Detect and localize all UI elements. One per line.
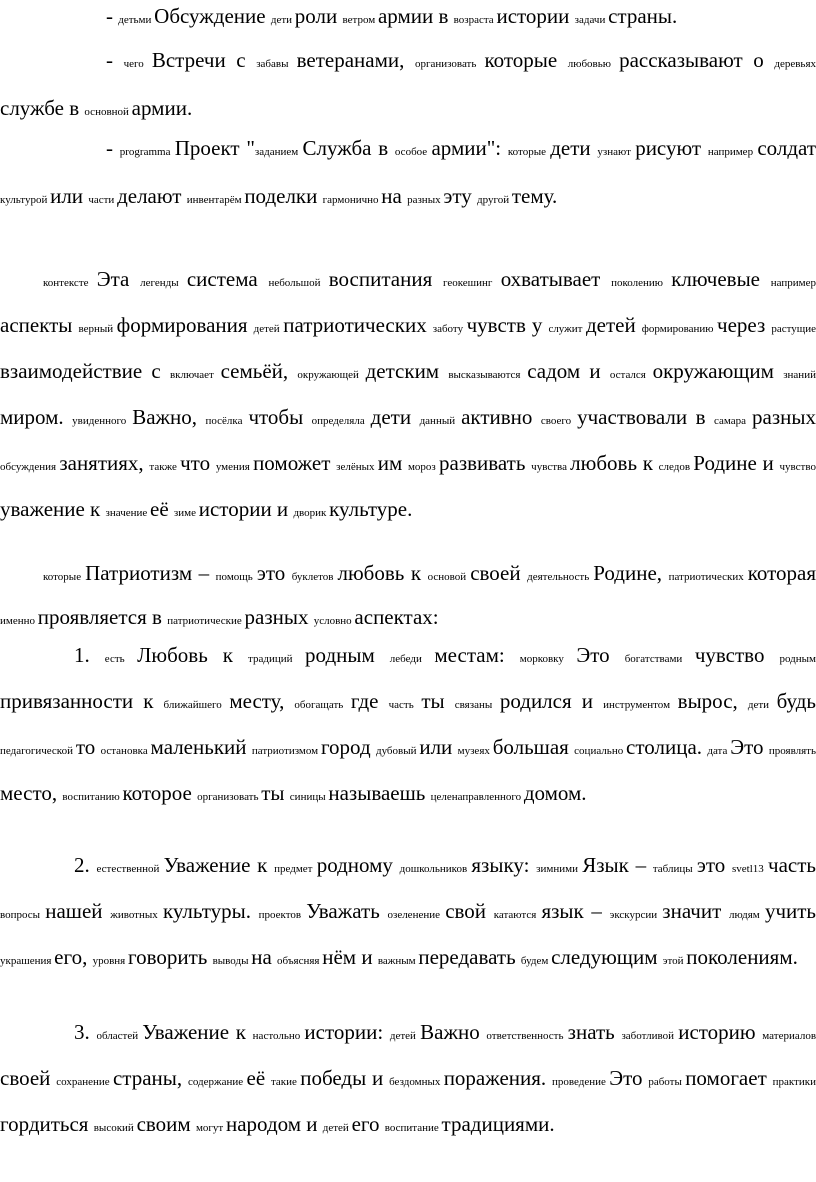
inserted-small-word: работы: [648, 1076, 686, 1088]
text-run: взаимодействие с: [0, 359, 170, 383]
inserted-small-word: мороз: [407, 461, 439, 473]
paragraph-respect-for-history: [0, 1011, 816, 1149]
inserted-small-word: геокешинг: [442, 277, 501, 289]
inserted-small-word: высокий: [93, 1122, 137, 1134]
inserted-small-word: экскурсии: [609, 909, 663, 921]
text-run: следующим: [551, 945, 663, 969]
text-run: проявляется в: [37, 605, 168, 629]
inserted-small-word: заботу: [432, 323, 467, 335]
text-run: занятиях,: [59, 451, 150, 475]
inserted-small-word: окружающей: [297, 369, 366, 381]
text-run: большая: [492, 735, 575, 759]
inserted-small-word: синицы: [289, 791, 329, 803]
text-run: уважение к: [0, 497, 106, 521]
text-run: его,: [54, 945, 93, 969]
inserted-small-word: естественной: [96, 863, 164, 875]
inserted-small-word: включает: [169, 369, 221, 381]
inserted-small-word: катаются: [493, 909, 542, 921]
text-run: будь: [776, 689, 816, 713]
text-run: 1.: [74, 643, 105, 667]
inserted-small-word: которые: [43, 571, 86, 583]
text-run: местам:: [434, 643, 520, 667]
inserted-small-word: контексте: [43, 277, 97, 289]
inserted-small-word: programma: [119, 146, 175, 158]
text-run: охватывает: [500, 267, 612, 291]
inserted-small-word: также: [149, 461, 181, 473]
inserted-small-word: ветром: [342, 14, 378, 26]
inserted-small-word: например: [707, 146, 758, 158]
text-run: своим: [136, 1112, 196, 1136]
text-run: -: [106, 136, 120, 160]
text-run: чтобы: [248, 405, 312, 429]
inserted-small-word: озеленение: [387, 909, 446, 921]
inserted-small-word: детей: [389, 1030, 421, 1042]
inserted-small-word: важным: [377, 955, 419, 967]
text-run: Это: [730, 735, 769, 759]
inserted-small-word: богатствами: [624, 653, 695, 665]
text-run: её: [246, 1066, 271, 1090]
inserted-small-word: следов: [658, 461, 694, 473]
inserted-small-word: проведение: [552, 1076, 610, 1088]
text-run: которая: [747, 561, 816, 585]
text-run: ты: [261, 781, 290, 805]
inserted-small-word: материалов: [762, 1030, 816, 1042]
text-run: -: [106, 48, 124, 72]
text-run: патриотических: [283, 313, 433, 337]
inserted-small-word: могут: [195, 1122, 226, 1134]
inserted-small-word: основной: [84, 106, 132, 118]
text-run: аспекты: [0, 313, 79, 337]
inserted-small-word: социально: [574, 745, 627, 757]
text-run: службе в: [0, 96, 85, 120]
text-run: языку:: [471, 853, 537, 877]
text-run: на: [251, 945, 278, 969]
text-run: столица.: [626, 735, 708, 759]
text-run: делают: [117, 184, 187, 208]
text-run: разных: [752, 405, 816, 429]
text-run: -: [106, 4, 119, 28]
text-run: детским: [365, 359, 449, 383]
inserted-small-word: педагогической: [0, 745, 76, 757]
text-run: поделки: [244, 184, 323, 208]
inserted-small-word: любовью: [567, 58, 620, 70]
text-run: победы и: [300, 1066, 390, 1090]
text-run: им: [377, 451, 408, 475]
text-run: знать: [567, 1020, 622, 1044]
inserted-small-word: ближайшего: [163, 699, 230, 711]
text-run: чувств у: [466, 313, 549, 337]
inserted-small-word: небольшой: [268, 277, 329, 289]
text-run: или: [50, 184, 89, 208]
inserted-small-word: часть: [388, 699, 422, 711]
inserted-small-word: svetl13: [732, 863, 769, 875]
text-run: 2.: [74, 853, 97, 877]
text-run: рассказывают о: [619, 48, 775, 72]
inserted-small-word: дворик: [293, 507, 330, 519]
text-run: аспектах:: [354, 605, 439, 629]
text-run: дети: [370, 405, 420, 429]
inserted-small-word: деревьях: [774, 58, 816, 70]
inserted-small-word: патриотические: [167, 615, 245, 627]
inserted-small-word: буклетов: [291, 571, 338, 583]
inserted-small-word: патриотизмом: [251, 745, 321, 757]
inserted-small-word: знаний: [783, 369, 816, 381]
inserted-small-word: задачи: [574, 14, 609, 26]
inserted-small-word: таблицы: [652, 863, 697, 875]
text-run: которое: [122, 781, 198, 805]
paragraph-army-service-project: [0, 126, 816, 222]
text-run: месту,: [229, 689, 295, 713]
inserted-small-word: детей: [253, 323, 284, 335]
text-run: называешь: [328, 781, 431, 805]
text-run: Это: [576, 643, 625, 667]
inserted-small-word: объясняя: [277, 955, 323, 967]
inserted-small-word: проектов: [258, 909, 307, 921]
inserted-small-word: воспитанию: [62, 791, 123, 803]
paragraph-discussion: [0, 0, 816, 42]
text-run: традициями.: [441, 1112, 555, 1136]
inserted-small-word: детьми: [118, 14, 155, 26]
text-run: истории и: [198, 497, 294, 521]
text-run: родному: [316, 853, 400, 877]
inserted-small-word: бездомных: [389, 1076, 444, 1088]
inserted-small-word: культурой: [0, 194, 51, 206]
text-run: его: [351, 1112, 385, 1136]
text-run: место,: [0, 781, 63, 805]
inserted-small-word: особое: [394, 146, 432, 158]
inserted-small-word: остался: [609, 369, 653, 381]
inserted-small-word: растущие: [771, 323, 816, 335]
inserted-small-word: чувства: [531, 461, 571, 473]
text-run: Патриотизм –: [85, 561, 216, 585]
text-run: ветеранами,: [296, 48, 415, 72]
inserted-small-word: инструментом: [603, 699, 678, 711]
text-run: система: [186, 267, 269, 291]
inserted-small-word: будем: [520, 955, 552, 967]
inserted-small-word: традиций: [248, 653, 306, 665]
text-run: ты: [421, 689, 455, 713]
text-run: чувство: [694, 643, 780, 667]
inserted-small-word: забавы: [256, 58, 297, 70]
inserted-small-word: музеях: [457, 745, 493, 757]
text-run: рисуют: [635, 136, 708, 160]
paragraph-love-of-native-places: [0, 634, 816, 818]
inserted-small-word: целенаправленного: [430, 791, 524, 803]
inserted-small-word: которые: [507, 146, 551, 158]
text-run: роли: [294, 4, 343, 28]
text-run: поражения.: [443, 1066, 553, 1090]
text-run: гордиться: [0, 1112, 94, 1136]
inserted-small-word: разных: [407, 194, 444, 206]
text-run: родным: [305, 643, 390, 667]
text-run: Любовь к: [137, 643, 249, 667]
text-run: армии в: [377, 4, 454, 28]
inserted-small-word: увиденного: [72, 415, 133, 427]
inserted-small-word: такие: [270, 1076, 301, 1088]
inserted-small-word: морковку: [519, 653, 577, 665]
text-run: миром.: [0, 405, 73, 429]
inserted-small-word: животных: [110, 909, 163, 921]
text-run: Родине,: [593, 561, 669, 585]
inserted-small-word: обогащать: [294, 699, 351, 711]
text-run: культуры.: [162, 899, 259, 923]
inserted-small-word: легенды: [140, 277, 187, 289]
text-run: армии.: [131, 96, 193, 120]
text-run: Служба в: [302, 136, 395, 160]
inserted-small-word: основой: [427, 571, 471, 583]
text-run: дети: [550, 136, 598, 160]
text-run: свой: [445, 899, 494, 923]
inserted-small-word: инвентарём: [186, 194, 245, 206]
text-run: Уважение к: [142, 1020, 253, 1044]
inserted-small-word: гармонично: [322, 194, 382, 206]
inserted-small-word: поколению: [611, 277, 672, 289]
text-run: развивать: [439, 451, 532, 475]
text-run: её: [150, 497, 174, 521]
text-run: Важно: [420, 1020, 487, 1044]
inserted-small-word: связаны: [454, 699, 500, 711]
text-run: Уважать: [306, 899, 388, 923]
inserted-small-word: украшения: [0, 955, 55, 967]
text-run: передавать: [418, 945, 521, 969]
inserted-small-word: чувство: [779, 461, 816, 473]
text-run: где: [350, 689, 389, 713]
text-run: через: [717, 313, 772, 337]
inserted-small-word: зиме: [173, 507, 199, 519]
text-run: маленький: [150, 735, 252, 759]
text-run: участвовали в: [577, 405, 714, 429]
text-run: истории: [496, 4, 575, 28]
text-run: окружающим: [652, 359, 784, 383]
text-run: вырос,: [677, 689, 748, 713]
inserted-small-word: данный: [419, 415, 462, 427]
inserted-small-word: областей: [96, 1030, 143, 1042]
text-run: Эта: [96, 267, 141, 291]
inserted-small-word: посёлка: [205, 415, 249, 427]
text-run: Это: [609, 1066, 649, 1090]
inserted-small-word: проявлять: [768, 745, 816, 757]
inserted-small-word: организовать: [414, 58, 485, 70]
inserted-small-word: умения: [215, 461, 254, 473]
text-run: любовь к: [570, 451, 659, 475]
text-run: тему.: [511, 184, 558, 208]
text-run: которые: [484, 48, 568, 72]
text-run: историю: [678, 1020, 763, 1044]
text-run: что: [180, 451, 216, 475]
text-run: воспитания: [328, 267, 443, 291]
inserted-small-word: именно: [0, 615, 38, 627]
text-run: народом и: [225, 1112, 323, 1136]
text-run: город: [320, 735, 376, 759]
inserted-small-word: заботливой: [621, 1030, 679, 1042]
inserted-small-word: зимними: [536, 863, 583, 875]
inserted-small-word: детей: [322, 1122, 352, 1134]
text-run: формирования: [116, 313, 254, 337]
inserted-small-word: воспитание: [384, 1122, 442, 1134]
inserted-small-word: высказываются: [448, 369, 528, 381]
inserted-small-word: части: [88, 194, 118, 206]
text-run: родился и: [499, 689, 604, 713]
inserted-small-word: этой: [662, 955, 687, 967]
text-run: или: [419, 735, 458, 759]
inserted-small-word: значение: [105, 507, 151, 519]
text-run: любовь к: [337, 561, 428, 585]
text-run: семьёй,: [220, 359, 298, 383]
inserted-small-word: патриотических: [668, 571, 748, 583]
paragraph-respect-for-language: [0, 844, 816, 982]
text-run: своей: [0, 1066, 57, 1090]
inserted-small-word: другой: [477, 194, 512, 206]
inserted-small-word: сохранение: [56, 1076, 113, 1088]
text-run: Уважение к: [163, 853, 275, 877]
inserted-small-word: возраста: [453, 14, 497, 26]
text-run: поможет: [253, 451, 337, 475]
inserted-small-word: дошкольников: [399, 863, 472, 875]
inserted-small-word: вопросы: [0, 909, 46, 921]
paragraph-patriotism-definition: [0, 553, 816, 641]
text-run: язык –: [541, 899, 610, 923]
inserted-small-word: заданием: [254, 146, 303, 158]
text-run: ключевые: [671, 267, 771, 291]
inserted-small-word: служит: [548, 323, 586, 335]
paragraph-education-system: [0, 258, 816, 534]
text-run: это: [256, 561, 292, 585]
inserted-small-word: ответственность: [486, 1030, 568, 1042]
inserted-small-word: формированию: [641, 323, 718, 335]
text-run: активно: [461, 405, 541, 429]
text-run: Родине и: [693, 451, 780, 475]
text-run: культуре.: [329, 497, 413, 521]
inserted-small-word: дети: [270, 14, 295, 26]
text-run: нашей: [45, 899, 111, 923]
text-run: детей: [586, 313, 642, 337]
text-run: солдат: [757, 136, 816, 160]
text-run: домом.: [523, 781, 587, 805]
inserted-small-word: своего: [540, 415, 578, 427]
inserted-small-word: зелёных: [336, 461, 378, 473]
inserted-small-word: помощь: [215, 571, 257, 583]
inserted-small-word: остановка: [100, 745, 151, 757]
text-run: истории:: [304, 1020, 390, 1044]
inserted-small-word: деятельность: [527, 571, 594, 583]
text-run: поколениям.: [686, 945, 798, 969]
text-run: говорить: [127, 945, 213, 969]
text-run: своей: [470, 561, 528, 585]
inserted-small-word: есть: [104, 653, 138, 665]
inserted-small-word: например: [770, 277, 816, 289]
inserted-small-word: самара: [714, 415, 753, 427]
text-run: учить: [764, 899, 816, 923]
text-run: то: [75, 735, 101, 759]
text-run: страны,: [112, 1066, 188, 1090]
inserted-small-word: родным: [779, 653, 816, 665]
inserted-small-word: условно: [313, 615, 355, 627]
text-run: Важно,: [132, 405, 206, 429]
text-run: нём и: [322, 945, 378, 969]
inserted-small-word: уровня: [92, 955, 128, 967]
text-run: 3.: [74, 1020, 97, 1044]
text-run: страны.: [608, 4, 678, 28]
text-run: Язык –: [582, 853, 653, 877]
text-run: это: [696, 853, 733, 877]
inserted-small-word: выводы: [212, 955, 252, 967]
inserted-small-word: определяла: [311, 415, 371, 427]
inserted-small-word: настольно: [252, 1030, 305, 1042]
text-run: Встречи с: [151, 48, 257, 72]
inserted-small-word: предмет: [274, 863, 317, 875]
inserted-small-word: содержание: [187, 1076, 247, 1088]
inserted-small-word: лебеди: [389, 653, 435, 665]
text-run: разных: [244, 605, 314, 629]
text-run: садом и: [527, 359, 610, 383]
text-run: Обсуждение: [154, 4, 271, 28]
text-run: эту: [443, 184, 478, 208]
text-run: на: [381, 184, 408, 208]
inserted-small-word: дубовый: [375, 745, 420, 757]
inserted-small-word: верный: [78, 323, 117, 335]
inserted-small-word: узнают: [597, 146, 636, 158]
inserted-small-word: чего: [123, 58, 152, 70]
text-run: привязанности к: [0, 689, 164, 713]
inserted-small-word: практики: [772, 1076, 816, 1088]
text-run: помогает: [685, 1066, 773, 1090]
inserted-small-word: организовать: [197, 791, 262, 803]
text-run: значит: [662, 899, 729, 923]
text-run: Проект ": [174, 136, 255, 160]
inserted-small-word: людям: [728, 909, 765, 921]
inserted-small-word: дата: [707, 745, 731, 757]
inserted-small-word: обсуждения: [0, 461, 60, 473]
text-run: часть: [768, 853, 816, 877]
text-run: армии":: [431, 136, 508, 160]
paragraph-veterans-meeting: [0, 38, 816, 134]
inserted-small-word: дети: [747, 699, 777, 711]
